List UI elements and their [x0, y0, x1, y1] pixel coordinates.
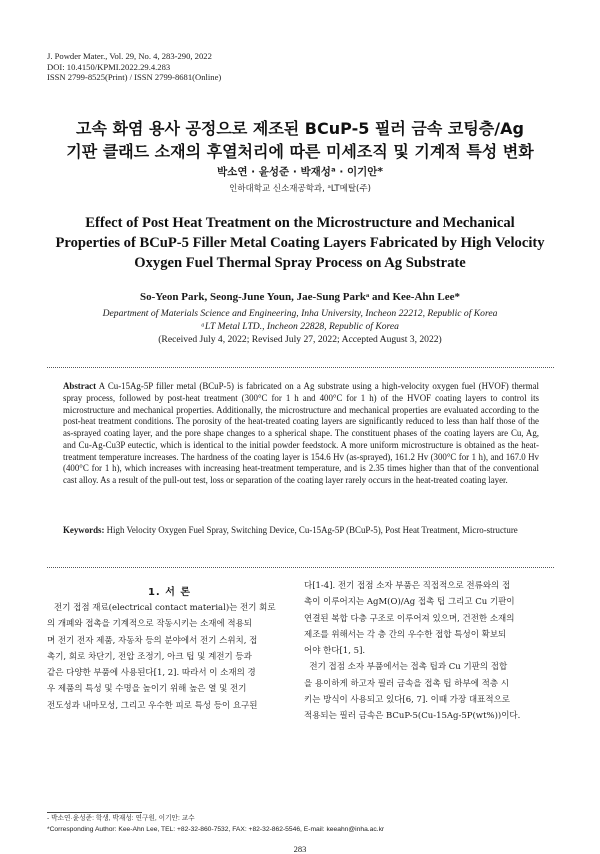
right-line: 촉이 이루어지는 AgM(O)/Ag 접촉 팁 그리고 Cu 기판이 [304, 597, 515, 608]
footnote-corresponding: *Corresponding Author: Kee-Ahn Lee, TEL: +82-32-860-7532, FAX: +82-32-862-5546, E-mail: keeahn@inha.ac.kr [47, 825, 385, 833]
abstract-bottom-divider [47, 567, 554, 568]
english-title-line-1: Effect of Post Heat Treatment on the Microstructure and Mechanical [85, 215, 515, 231]
abstract-label: Abstract [63, 381, 97, 391]
section-heading-introduction: 1. 서 론 [147, 587, 192, 598]
right-line: 어야 한다[1, 5]. [304, 646, 366, 657]
received-dates: (Received July 4, 2022; Revised July 27, 2022; Accepted August 3, 2022) [158, 334, 442, 345]
left-line: 전도성과 내마모성, 그리고 우수한 피로 특성 등이 요구된 [47, 700, 258, 711]
affiliation-line-1: Department of Materials Science and Engineering, Inha University, Incheon 22212, Republic of Korea [102, 308, 498, 319]
left-column [47, 600, 297, 714]
right-line: 을 용이하게 하고자 필러 금속을 접촉 팁 하부에 적층 시 [304, 678, 509, 689]
right-line: 전기 접점 소자 부품에서는 접촉 팁과 Cu 기판의 접합 [304, 662, 508, 673]
left-line: 며 전기 전자 제품, 자동차 등의 분야에서 전기 스위치, 접 [47, 635, 258, 646]
right-line: 키는 방식이 사용되고 있다[6, 7]. 이때 가장 대표적으로 [304, 695, 510, 706]
korean-title-line-1: 고속 화염 용사 공정으로 제조된 BCuP-5 필러 금속 코팅층/Ag [76, 119, 524, 138]
left-line: 촉기, 회로 차단기, 전압 조정기, 아크 팁 및 계전기 등과 [47, 651, 252, 662]
left-line: 우 제품의 특성 및 수명을 높이기 위해 높은 열 및 전기 [47, 684, 247, 695]
korean-title-line-2: 기판 클래드 소재의 후열처리에 따른 미세조직 및 기계적 특성 변화 [66, 142, 534, 161]
abstract-text: A Cu-15Ag-5P filler metal (BCuP-5) is fabricated on a Ag substrate using a high-velocity oxygen fuel (HVOF) thermal spray process, followed by post-heat treatment (300°C for 1 h and 400°C for 1 h) of the HVOF coating layers to control its microstructure and mechanical properties. Additionally, the microstructure and mechanical properties are evaluated according to the post-heat treatment conditions. The porosity of the heat-treated coating layers are significantly reduced to less than half those of the as-sprayed coating layer, and the pore shape changes to a spherical shape. The constituent phases of the coating layers are Cu, Ag, and Cu-Ag-Cu3P eutectic, which is identical to the initial powder feedstock. A more uniform microstructure is obtained as the heat-treatment temperature increases. The hardness of the coating layer is 154.6 Hv (as-sprayed), 161.2 Hv (300°C for 1 h), and 167.0 Hv (400°C for 1 h), which increases with increasing heat-treatment temperature, and is 2.35 times higher than that of the conventional cast alloy. As a result of the pull-out test, loss or separation of the coating layer rarely occurs in the heat-treated coating layer. [63, 381, 540, 485]
english-title-line-2: Properties of BCuP-5 Filler Metal Coating Layers Fabricated by High Velocity [55, 235, 545, 251]
english-affiliation [0, 308, 600, 333]
right-line: 다[1-4]. 전기 접점 소자 부품은 직접적으로 전류와의 접 [304, 581, 511, 591]
right-line: 제조를 위해서는 각 층 간의 우수한 접합 특성이 확보되 [304, 629, 507, 640]
keywords-text: High Velocity Oxygen Fuel Spray, Switching Device, Cu-15Ag-5P (BCuP-5), Post Heat Treatment, Micro-structure [106, 525, 518, 535]
right-line: 적용되는 필러 금속은 BCuP-5(Cu-15Ag-5P(wt%))이다. [304, 711, 521, 722]
korean-affiliation: 인하대학교 신소재공학과, ᵃLT메탈(주) [229, 184, 371, 194]
left-line: 의 개폐와 접촉을 기계적으로 작동시키는 소재에 적용되 [47, 619, 253, 630]
abstract [63, 381, 539, 487]
abstract-top-divider [47, 367, 554, 368]
footnote-divider [47, 812, 142, 813]
footnote-roles: - 박소연·윤성준: 학생, 박재성: 연구원, 이기안: 교수 [47, 815, 195, 822]
english-title-line-3: Oxygen Fuel Thermal Spray Process on Ag Substrate [134, 255, 466, 271]
footnotes [47, 814, 384, 835]
keywords [63, 525, 539, 537]
page-number: 283 [293, 844, 307, 854]
right-line: 연결된 복합 다층 구조로 이루어져 있으며, 건전한 소재의 [304, 613, 515, 624]
affiliation-line-2: ᵃLT Metal LTD., Incheon 22828, Republic of Korea [201, 320, 399, 332]
english-authors: So-Yeon Park, Seong-June Youn, Jae-Sung Parkᵃ and Kee-Ahn Lee* [139, 291, 460, 303]
left-line: 전기 접점 재료(electrical contact material)는 전기 회로 [54, 603, 276, 613]
korean-authors: 박소연 · 윤성준 · 박재성ᵃ · 이기안* [217, 166, 383, 178]
journal-citation: J. Powder Mater., Vol. 29, No. 4, 283-290, 2022 [47, 51, 212, 61]
right-column [304, 578, 554, 725]
issn-line: ISSN 2799-8525(Print) / ISSN 2799-8681(Online) [47, 72, 222, 82]
keywords-label: Keywords: [63, 525, 105, 535]
left-line: 같은 다양한 부품에 사용된다[1, 2]. 따라서 이 소재의 경 [47, 668, 256, 679]
english-title [0, 213, 600, 273]
journal-header [47, 51, 221, 83]
korean-title [0, 117, 600, 163]
doi-line: DOI: 10.4150/KPMI.2022.29.4.283 [47, 61, 171, 72]
